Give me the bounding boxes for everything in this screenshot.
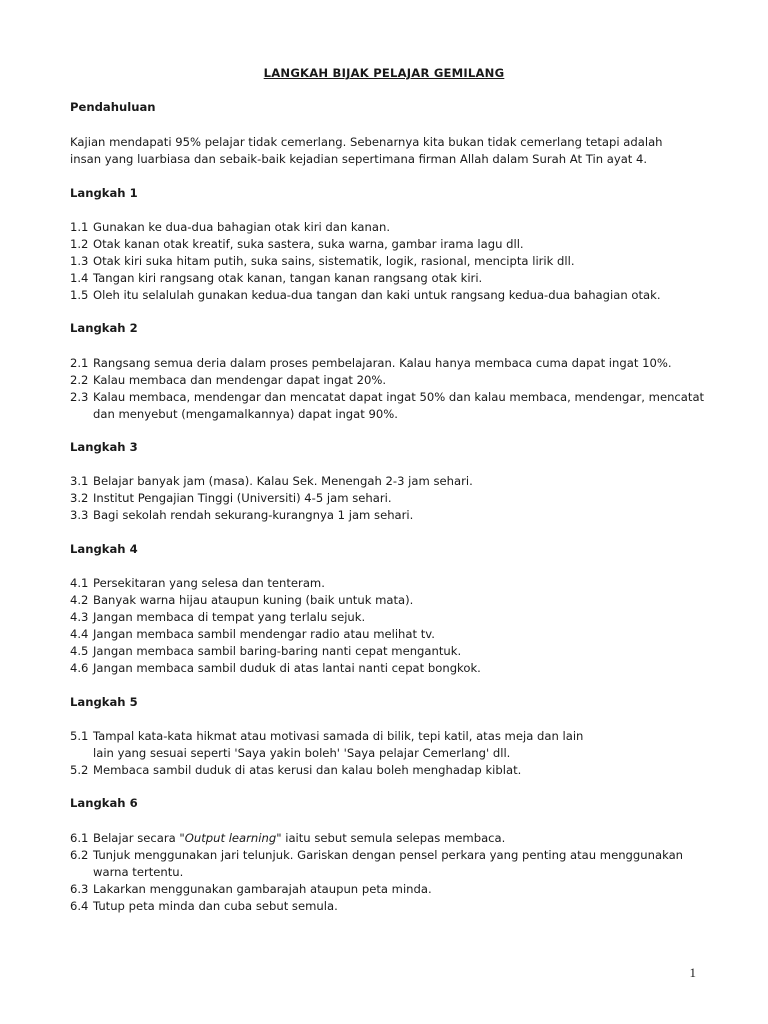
- item-number: 3.2: [70, 491, 89, 505]
- list-item: [70, 253, 710, 270]
- item-number: 4.1: [70, 576, 89, 590]
- item-text: Jangan membaca sambil mendengar radio atau melihat tv.: [93, 627, 435, 641]
- item-number: 1.2: [70, 237, 89, 251]
- list-item: [70, 898, 710, 915]
- list-item: [70, 660, 710, 677]
- item-text: [93, 830, 710, 847]
- section-heading: Langkah 4: [70, 542, 138, 556]
- item-text: Tangan kiri rangsang otak kanan, tangan kanan rangsang otak kiri.: [93, 271, 483, 285]
- item-text: Membaca sambil duduk di atas kerusi dan kalau boleh menghadap kiblat.: [93, 763, 522, 777]
- list-item: [70, 287, 710, 304]
- item-text: Rangsang semua deria dalam proses pembelajaran. Kalau hanya membaca cuma dapat ingat 10%.: [93, 356, 672, 370]
- item-text: Jangan membaca di tempat yang terlalu sejuk.: [93, 610, 366, 624]
- section-heading: Langkah 3: [70, 440, 138, 454]
- item-number: 4.4: [70, 627, 89, 641]
- list-item: [70, 473, 710, 490]
- list-item: [70, 270, 710, 287]
- item-text: Jangan membaca sambil duduk di atas lantai nanti cepat bongkok.: [93, 661, 481, 675]
- item-text: Persekitaran yang selesa dan tenteram.: [93, 576, 325, 590]
- list-item: [70, 643, 710, 660]
- item-text: Belajar banyak jam (masa). Kalau Sek. Menengah 2-3 jam sehari.: [93, 474, 473, 488]
- item-text-emphasis: "Output learning": [179, 831, 282, 845]
- item-text: Banyak warna hijau ataupun kuning (baik untuk mata).: [93, 593, 414, 607]
- item-number: 3.1: [70, 474, 89, 488]
- item-number: 1.5: [70, 288, 89, 302]
- item-text-suffix: iaitu sebut semula selepas membaca.: [281, 831, 506, 845]
- item-text: Tutup peta minda dan cuba sebut semula.: [93, 899, 338, 913]
- item-number: 6.1: [70, 831, 89, 845]
- item-text: Kalau membaca dan mendengar dapat ingat 20%.: [93, 373, 387, 387]
- item-number: 2.2: [70, 373, 89, 387]
- intro-paragraph-line-1: Kajian mendapati 95% pelajar tidak cemerlang. Sebenarnya kita bukan tidak cemerlang tetapi adalah: [70, 135, 663, 149]
- list-item: [70, 389, 710, 423]
- list-item: [70, 575, 710, 592]
- list-item: [70, 609, 710, 626]
- item-number: 1.1: [70, 220, 89, 234]
- item-text: Jangan membaca sambil baring-baring nanti cepat mengantuk.: [93, 644, 462, 658]
- item-number: 4.6: [70, 661, 89, 675]
- intro-paragraph-line-2: insan yang luarbiasa dan sebaik-baik kejadian sepertimana firman Allah dalam Surah At Tin ayat 4.: [70, 152, 648, 166]
- section-heading: Langkah 2: [70, 321, 138, 335]
- list-item: [70, 762, 710, 779]
- item-text: Otak kanan otak kreatif, suka sastera, suka warna, gambar irama lagu dll.: [93, 237, 524, 251]
- item-number: 1.3: [70, 254, 89, 268]
- document-title: LANGKAH BIJAK PELAJAR GEMILANG: [263, 66, 505, 80]
- page-number: 1: [689, 965, 696, 980]
- list-item: [70, 236, 710, 253]
- list-item: [70, 490, 710, 507]
- item-number: 6.3: [70, 882, 89, 896]
- list-item: [70, 728, 710, 762]
- list-item: [70, 592, 710, 609]
- intro-heading: Pendahuluan: [70, 100, 156, 114]
- item-text: Oleh itu selalulah gunakan kedua-dua tangan dan kaki untuk rangsang kedua-dua bahagian otak.: [93, 288, 661, 302]
- list-item: [70, 219, 710, 236]
- list-item: [70, 830, 710, 847]
- list-item: [70, 355, 710, 372]
- item-number: 2.3: [70, 390, 89, 404]
- list-item: [70, 507, 710, 524]
- item-number: 6.4: [70, 899, 89, 913]
- item-number: 6.2: [70, 848, 89, 862]
- item-text-prefix: Belajar secara: [93, 831, 180, 845]
- item-text: Lakarkan menggunakan gambarajah ataupun peta minda.: [93, 882, 432, 896]
- item-text: Tunjuk menggunakan jari telunjuk. Gariskan dengan pensel perkara yang penting atau menggunakan warna tertentu.: [93, 848, 684, 879]
- item-number: 1.4: [70, 271, 89, 285]
- item-text: Kalau membaca, mendengar dan mencatat dapat ingat 50% dan kalau membaca, mendengar, mencatat dan menyebut (mengamalkannya) dapat ingat 90%.: [93, 390, 705, 421]
- item-number: 4.3: [70, 610, 89, 624]
- list-item: [70, 881, 710, 898]
- section-heading: Langkah 6: [70, 796, 138, 810]
- item-text: Tampal kata-kata hikmat atau motivasi samada di bilik, tepi katil, atas meja dan lain lain yang sesuai seperti 'Saya yakin boleh' 'Saya pelajar Cemerlang' dll.: [93, 729, 584, 760]
- item-number: 4.5: [70, 644, 89, 658]
- item-number: 3.3: [70, 508, 89, 522]
- item-number: 5.2: [70, 763, 89, 777]
- section-heading: Langkah 5: [70, 695, 138, 709]
- list-item: [70, 372, 710, 389]
- item-number: 2.1: [70, 356, 89, 370]
- list-item: [70, 626, 710, 643]
- item-number: 5.1: [70, 729, 89, 743]
- item-number: 4.2: [70, 593, 89, 607]
- section-heading: Langkah 1: [70, 186, 138, 200]
- item-text: Bagi sekolah rendah sekurang-kurangnya 1 jam sehari.: [93, 508, 414, 522]
- item-text: Gunakan ke dua-dua bahagian otak kiri dan kanan.: [93, 220, 391, 234]
- list-item: [70, 847, 710, 881]
- item-text: Institut Pengajian Tinggi (Universiti) 4-5 jam sehari.: [93, 491, 392, 505]
- item-text: Otak kiri suka hitam putih, suka sains, sistematik, logik, rasional, mencipta lirik dll.: [93, 254, 575, 268]
